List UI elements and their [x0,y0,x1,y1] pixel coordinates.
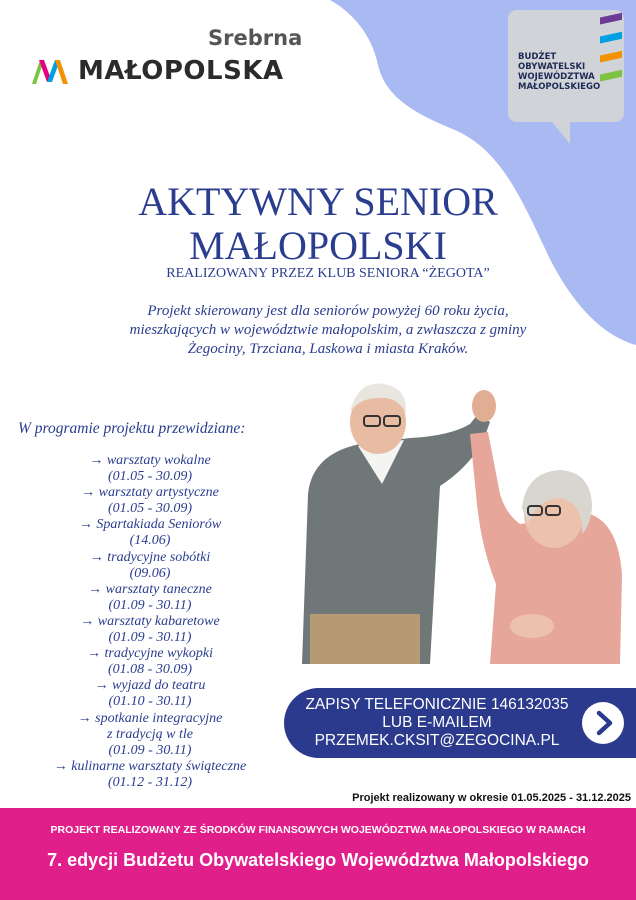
item-date: (01.09 - 30.11) [108,597,192,613]
list-item [0,517,300,549]
program-list [0,453,300,791]
subtitle: REALIZOWANY PRZEZ KLUB SENIORA “ŻEGOTA” [166,266,490,281]
list-item [0,485,300,517]
brand-small-text: Srebrna [208,26,303,50]
description-line-2: mieszkających w województwie małopolskim, a zwłaszcza z gminy [129,322,527,338]
list-item [0,711,300,759]
signup-banner [284,688,636,758]
budget-line-3: WOJEWÓDZTWA [518,72,595,82]
item-name: → spotkanie integracyjne [77,710,223,726]
budget-line-1: BUDŻET [518,52,557,62]
item-date: (09.06) [129,565,171,581]
signup-email: PRZEMEK.CKSIT@ZEGOCINA.PL [314,732,560,749]
brand-logo-icon [30,56,74,86]
list-item [0,614,300,646]
brand-big-text: MAŁOPOLSKA [78,56,284,86]
item-name: → wyjazd do teatru [94,678,206,694]
description-line-1: Projekt skierowany jest dla seniorów powyżej 60 roku życia, [147,303,509,319]
item-date: (01.12 - 31.12) [108,774,192,790]
item-date: (01.09 - 30.11) [108,630,192,646]
item-name-continued: z tradycją w tle [107,726,193,742]
item-name: → Spartakiada Seniorów [78,517,222,533]
list-item [0,550,300,582]
project-period: Projekt realizowany w okresie 01.05.2025 - 31.12.2025 [352,792,631,804]
signup-text [284,696,590,750]
page-title-line-1: AKTYWNY SENIOR [138,179,498,224]
item-name: → warsztaty kabaretowe [80,613,220,629]
item-date: (01.10 - 30.11) [108,694,192,710]
description-line-3: Żegociny, Trzciana, Laskowa i miasta Kraków. [187,341,469,357]
footer-banner [0,808,636,900]
item-name: → warsztaty taneczne [88,581,212,597]
item-date: (14.06) [129,533,171,549]
list-item [0,453,300,485]
budzet-obywatelski-logo [508,10,624,146]
item-date: (01.08 - 30.09) [108,662,192,678]
project-description [0,302,636,359]
footer-funding-text: PROJEKT REALIZOWANY ZE ŚRODKÓW FINANSOWYCH WOJEWÓDZTWA MAŁOPOLSKIEGO W RAMACH [50,824,586,836]
signup-next-button[interactable] [582,702,624,744]
item-name: → tradycyjne wykopki [87,646,213,662]
item-name: → kulinarne warsztaty świąteczne [53,758,247,774]
item-date: (01.05 - 30.09) [108,501,192,517]
budget-logo-text [518,52,600,92]
footer-edition-text: 7. edycji Budżetu Obywatelskiego Województwa Małopolskiego [47,850,589,870]
list-item [0,646,300,678]
item-date: (01.09 - 30.11) [108,742,192,758]
signup-or-email: LUB E-MAILEM [382,714,492,731]
item-name: → tradycyjne sobótki [89,549,211,565]
signup-phone: ZAPISY TELEFONICZNIE 146132035 [305,696,569,713]
dancing-seniors-photo [300,374,630,664]
budget-line-4: MAŁOPOLSKIEGO [518,82,601,92]
budget-line-2: OBYWATELSKI [518,62,586,72]
list-item [0,759,300,791]
list-item [0,678,300,710]
item-date: (01.05 - 30.09) [108,469,192,485]
item-name: → warsztaty wokalne [89,453,211,468]
page-title-line-2: MAŁOPOLSKI [189,223,447,268]
program-heading: W programie projektu przewidziane: [18,420,246,437]
list-item [0,582,300,614]
chevron-right-icon [582,702,624,744]
item-name: → warsztaty artystyczne [81,485,219,501]
